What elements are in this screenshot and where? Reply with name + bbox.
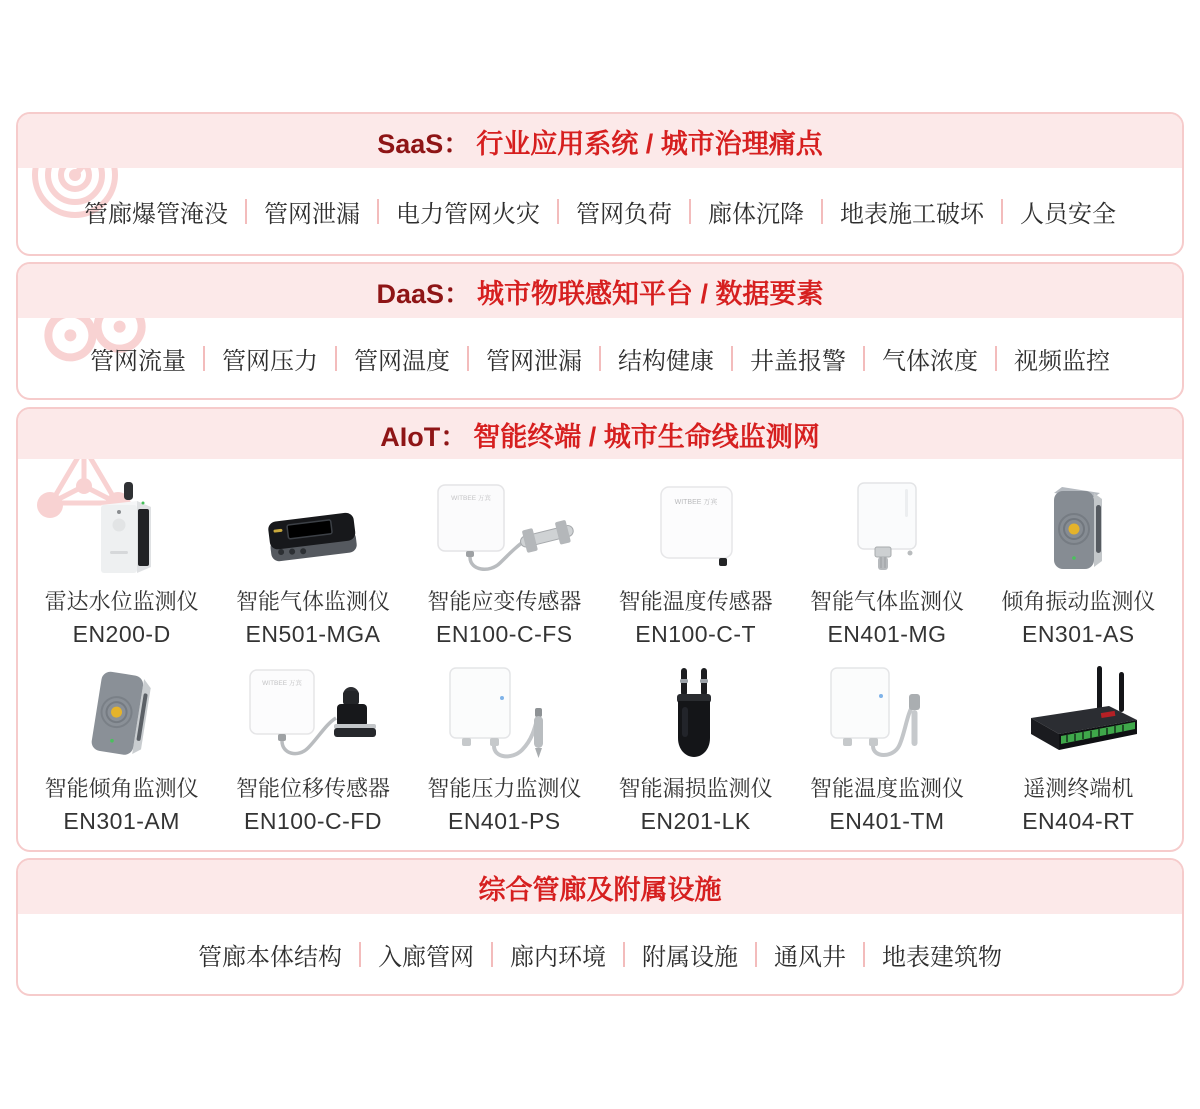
product-card bbox=[600, 479, 791, 650]
product-card bbox=[409, 666, 600, 837]
brand-label: WITBEE 万宾 bbox=[674, 499, 718, 506]
saas-body bbox=[18, 168, 1182, 254]
divider bbox=[689, 199, 691, 224]
saas-title: 行业应用系统 / 城市治理痛点 bbox=[476, 128, 823, 159]
gas-monitor-panel-device bbox=[837, 479, 937, 579]
temperature-sensor-device bbox=[646, 479, 746, 579]
divider bbox=[863, 942, 865, 967]
infrastructure-items bbox=[181, 937, 1019, 972]
product-name: 智能漏损监测仪 bbox=[618, 775, 773, 801]
product-model: EN100-C-FD bbox=[244, 807, 382, 834]
infrastructure-title: 综合管廊及附属设施 bbox=[478, 874, 722, 905]
product-card bbox=[26, 666, 217, 837]
product-card bbox=[26, 479, 217, 650]
list-item: 廊内环境 bbox=[510, 943, 606, 971]
product-card bbox=[791, 479, 982, 650]
product-card bbox=[217, 666, 408, 837]
list-item: 入廊管网 bbox=[378, 943, 474, 971]
list-item: 通风井 bbox=[774, 943, 846, 971]
product-model: EN301-AS bbox=[1021, 621, 1135, 647]
product-card bbox=[217, 479, 408, 650]
daas-title: 城市物联感知平台 / 数据要素 bbox=[477, 278, 824, 309]
product-name: 遥测终端机 bbox=[1023, 775, 1134, 801]
product-grid bbox=[18, 459, 1182, 850]
infrastructure-header bbox=[18, 860, 1182, 914]
panel-daas bbox=[16, 262, 1184, 400]
product-name: 智能温度传感器 bbox=[618, 589, 773, 614]
product-name: 雷达水位监测仪 bbox=[44, 589, 199, 614]
product-name: 智能气体监测仪 bbox=[235, 589, 390, 614]
list-item: 管网流量 bbox=[90, 347, 186, 375]
product-name: 智能温度监测仪 bbox=[809, 775, 964, 801]
saas-header bbox=[18, 114, 1182, 168]
divider bbox=[335, 346, 337, 371]
list-item: 管廊爆管淹没 bbox=[84, 200, 228, 228]
product-name: 智能倾角监测仪 bbox=[44, 775, 199, 801]
product-model: EN501-MGA bbox=[245, 621, 381, 647]
daas-body bbox=[18, 318, 1182, 398]
aiot-header bbox=[18, 409, 1182, 459]
divider bbox=[491, 942, 493, 967]
divider bbox=[467, 346, 469, 371]
list-item: 管网泄漏 bbox=[264, 200, 360, 228]
saas-title-prefix: SaaS： bbox=[377, 128, 471, 159]
panel-aiot bbox=[16, 407, 1184, 852]
divider bbox=[245, 199, 247, 224]
divider bbox=[377, 199, 379, 224]
product-card bbox=[983, 479, 1174, 650]
product-model: EN100-C-T bbox=[635, 621, 757, 647]
divider bbox=[731, 346, 733, 371]
list-item: 附属设施 bbox=[642, 943, 738, 971]
pressure-monitor-device bbox=[434, 666, 574, 766]
product-card bbox=[409, 479, 600, 650]
divider bbox=[1001, 199, 1003, 224]
divider bbox=[821, 199, 823, 224]
gas-monitor-box-device bbox=[248, 479, 378, 579]
product-model: EN100-C-FS bbox=[435, 621, 573, 647]
panel-infrastructure bbox=[16, 858, 1184, 996]
panel-saas bbox=[16, 112, 1184, 256]
product-name: 智能气体监测仪 bbox=[809, 589, 964, 614]
aiot-title-prefix: AIoT： bbox=[380, 421, 468, 452]
list-item: 结构健康 bbox=[618, 347, 714, 375]
daas-title-prefix: DaaS： bbox=[376, 278, 472, 309]
product-card bbox=[600, 666, 791, 837]
infrastructure-body bbox=[18, 914, 1182, 994]
product-name: 智能位移传感器 bbox=[235, 775, 390, 801]
radar-water-level-device bbox=[77, 479, 167, 579]
list-item: 管廊本体结构 bbox=[198, 943, 342, 971]
daas-header bbox=[18, 264, 1182, 318]
product-name: 智能压力监测仪 bbox=[427, 775, 582, 801]
divider bbox=[359, 942, 361, 967]
list-item: 井盖报警 bbox=[750, 347, 846, 375]
aiot-title: 智能终端 / 城市生命线监测网 bbox=[473, 421, 820, 452]
product-model: EN404-RT bbox=[1022, 807, 1135, 834]
divider bbox=[863, 346, 865, 371]
divider bbox=[623, 942, 625, 967]
product-model: EN301-AM bbox=[63, 807, 180, 834]
divider bbox=[557, 199, 559, 224]
list-item: 管网泄漏 bbox=[486, 347, 582, 375]
product-name: 智能应变传感器 bbox=[427, 589, 582, 614]
divider bbox=[995, 346, 997, 371]
product-model: EN401-MG bbox=[827, 621, 947, 647]
product-model: EN201-LK bbox=[640, 807, 751, 834]
brand-label: WITBEE 万宾 bbox=[262, 679, 302, 687]
displacement-sensor-device bbox=[238, 666, 388, 766]
product-card bbox=[983, 666, 1174, 837]
tilt-vibration-device bbox=[1038, 479, 1118, 579]
product-model: EN401-TM bbox=[829, 807, 945, 834]
brand-label: WITBEE 万宾 bbox=[451, 495, 492, 502]
list-item: 管网压力 bbox=[222, 347, 318, 375]
list-item: 地表建筑物 bbox=[882, 943, 1002, 971]
product-model: EN401-PS bbox=[447, 807, 561, 834]
list-item: 地表施工破坏 bbox=[840, 200, 984, 228]
list-item: 电力管网火灾 bbox=[396, 200, 540, 228]
saas-items bbox=[67, 194, 1133, 229]
list-item: 管网负荷 bbox=[576, 200, 672, 228]
product-card bbox=[791, 666, 982, 837]
list-item: 视频监控 bbox=[1014, 347, 1110, 375]
tilt-monitor-device bbox=[74, 666, 170, 766]
list-item: 人员安全 bbox=[1020, 200, 1116, 228]
list-item: 廊体沉降 bbox=[708, 200, 804, 228]
leak-monitor-device bbox=[661, 666, 731, 766]
divider bbox=[203, 346, 205, 371]
list-item: 气体浓度 bbox=[882, 347, 978, 375]
strain-sensor-device bbox=[424, 479, 584, 579]
temperature-monitor-device bbox=[817, 666, 957, 766]
divider bbox=[755, 942, 757, 967]
product-name: 倾角振动监测仪 bbox=[1001, 589, 1156, 614]
divider bbox=[599, 346, 601, 371]
list-item: 管网温度 bbox=[354, 347, 450, 375]
telemetry-terminal-device bbox=[1013, 666, 1143, 766]
daas-items bbox=[73, 341, 1127, 376]
product-model: EN200-D bbox=[72, 621, 171, 647]
